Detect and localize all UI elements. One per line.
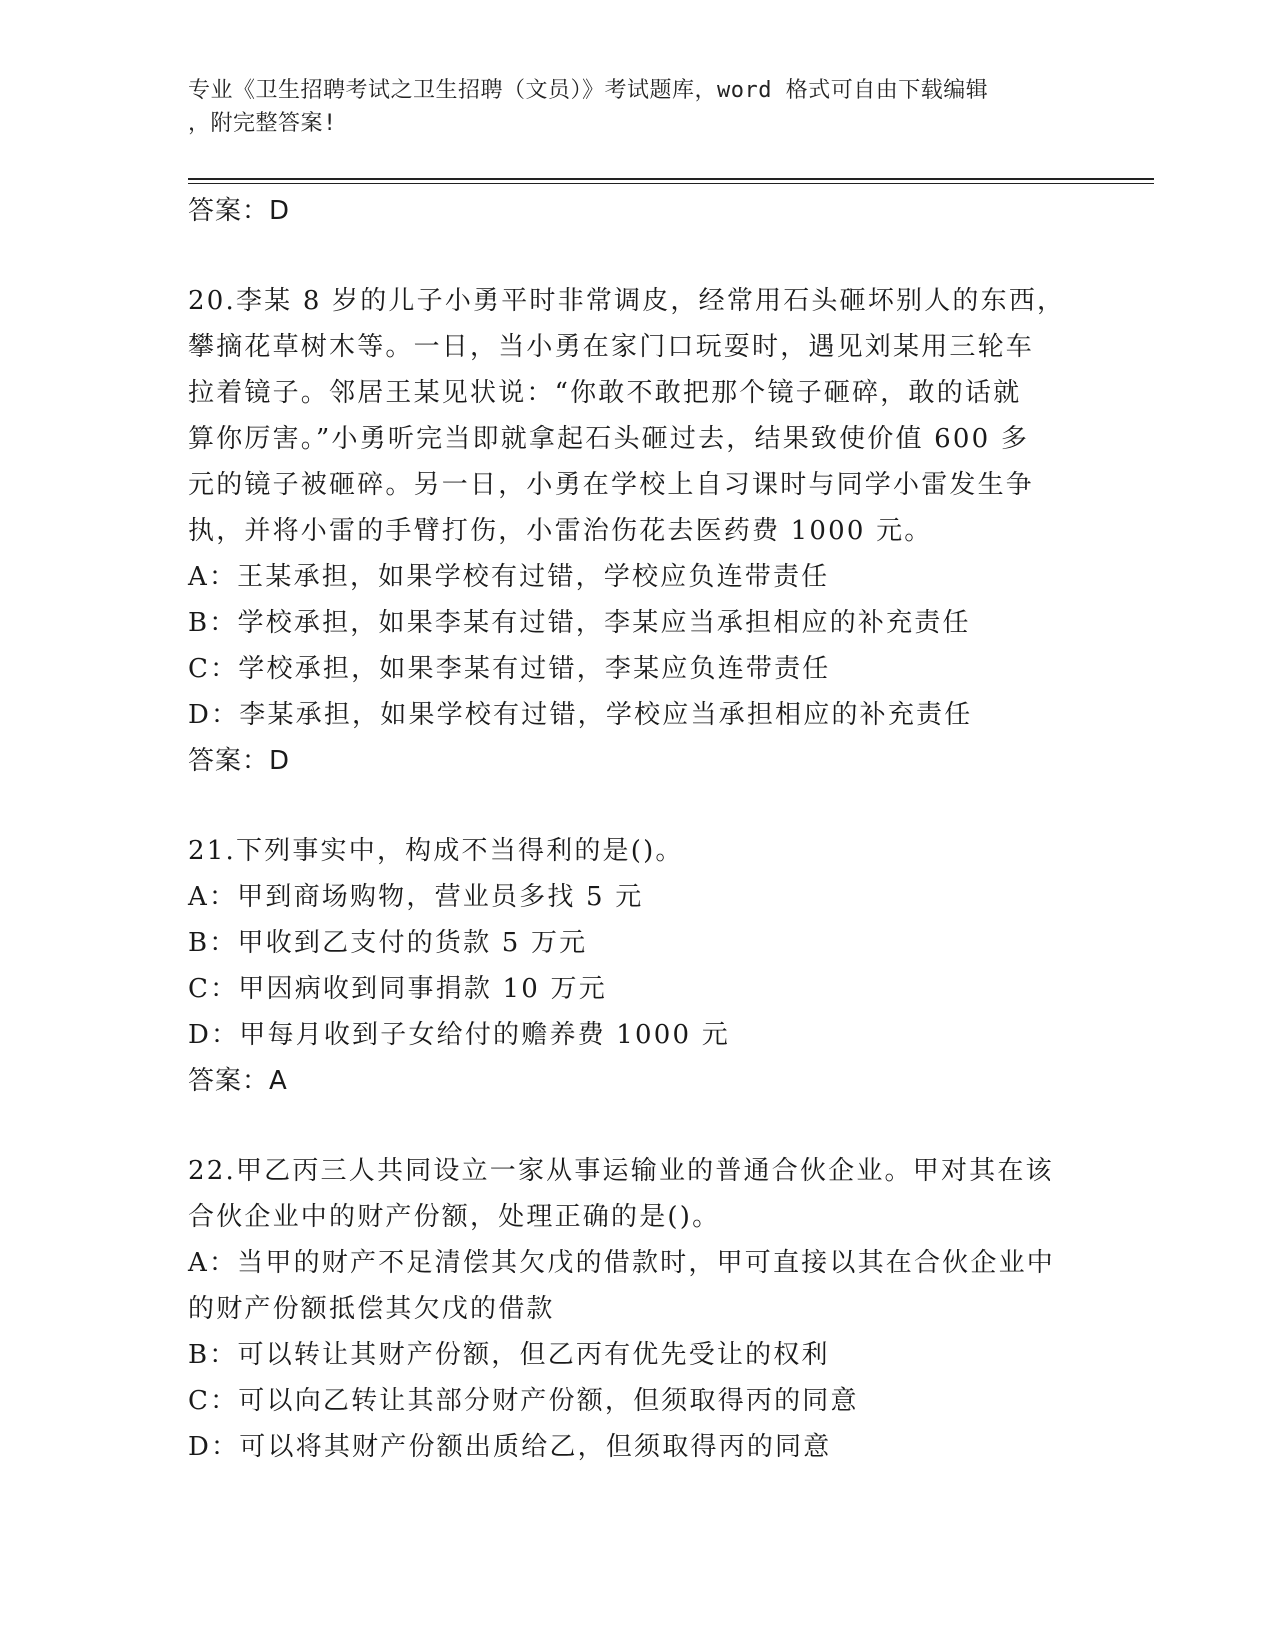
question-22-option-a-line-2: 的财产份额抵偿其欠戊的借款 <box>188 1294 555 1324</box>
header-line-2: ，附完整答案! <box>188 111 337 136</box>
question-20-option-a: A：王某承担，如果学校有过错，学校应负连带责任 <box>188 562 830 592</box>
question-20-option-c: C：学校承担，如果李某有过错，李某应负连带责任 <box>188 654 831 684</box>
question-20-option-d: D：李某承担，如果学校有过错，学校应当承担相应的补充责任 <box>188 700 973 730</box>
question-22-option-c: C：可以向乙转让其部分财产份额，但须取得丙的同意 <box>188 1386 859 1416</box>
question-20-stem-line-2: 攀摘花草树木等。一日，当小勇在家门口玩耍时，遇见刘某用三轮车 <box>188 332 1035 362</box>
document-header <box>188 74 1088 140</box>
question-21-option-d: D：甲每月收到子女给付的赡养费 1000 元 <box>188 1020 730 1050</box>
question-20-option-b: B：学校承担，如果李某有过错，李某应当承担相应的补充责任 <box>188 608 971 638</box>
document-body <box>188 188 1088 1470</box>
question-21-option-b: B：甲收到乙支付的货款 5 万元 <box>188 928 588 958</box>
question-22 <box>188 1148 1088 1470</box>
header-rule-thick <box>188 178 1154 180</box>
question-22-stem-line-1: 22.甲乙丙三人共同设立一家从事运输业的普通合伙企业。甲对其在该 <box>188 1156 1054 1186</box>
question-21-answer: 答案：A <box>188 1066 288 1096</box>
question-21-stem: 21.下列事实中，构成不当得利的是()。 <box>188 836 684 866</box>
question-20-stem-line-5: 元的镜子被砸碎。另一日，小勇在学校上自习课时与同学小雷发生争 <box>188 470 1035 500</box>
question-20-answer: 答案：D <box>188 746 291 776</box>
question-20-stem-line-4: 算你厉害。”小勇听完当即就拿起石头砸过去，结果致使价值 600 多 <box>188 424 1030 454</box>
question-21-option-c: C：甲因病收到同事捐款 10 万元 <box>188 974 607 1004</box>
question-21-option-a: A：甲到商场购物，营业员多找 5 元 <box>188 882 644 912</box>
question-22-option-b: B：可以转让其财产份额，但乙丙有优先受让的权利 <box>188 1340 830 1370</box>
question-20 <box>188 278 1088 784</box>
spacer <box>188 1104 1088 1148</box>
spacer <box>188 784 1088 828</box>
spacer <box>188 234 1088 278</box>
question-20-stem-line-3: 拉着镜子。邻居王某见状说：“你敢不敢把那个镜子砸碎，敢的话就 <box>188 378 1022 408</box>
question-22-option-a-line-1: A：当甲的财产不足清偿其欠戊的借款时，甲可直接以其在合伙企业中 <box>188 1248 1055 1278</box>
answer-previous: 答案：D <box>188 196 291 226</box>
question-20-stem-line-1: 20.李某 8 岁的儿子小勇平时非常调皮，经常用石头砸坏别人的东西， <box>188 286 1066 316</box>
question-20-stem-line-6: 执，并将小雷的手臂打伤，小雷治伤花去医药费 1000 元。 <box>188 516 933 546</box>
question-22-option-d: D：可以将其财产份额出质给乙，但须取得丙的同意 <box>188 1432 832 1462</box>
header-line-1: 专业《卫生招聘考试之卫生招聘（文员）》考试题库，word 格式可自由下载编辑 <box>188 78 989 103</box>
question-22-stem-line-2: 合伙企业中的财产份额，处理正确的是()。 <box>188 1202 721 1232</box>
question-21 <box>188 828 1088 1104</box>
header-rule-thin <box>188 183 1154 184</box>
